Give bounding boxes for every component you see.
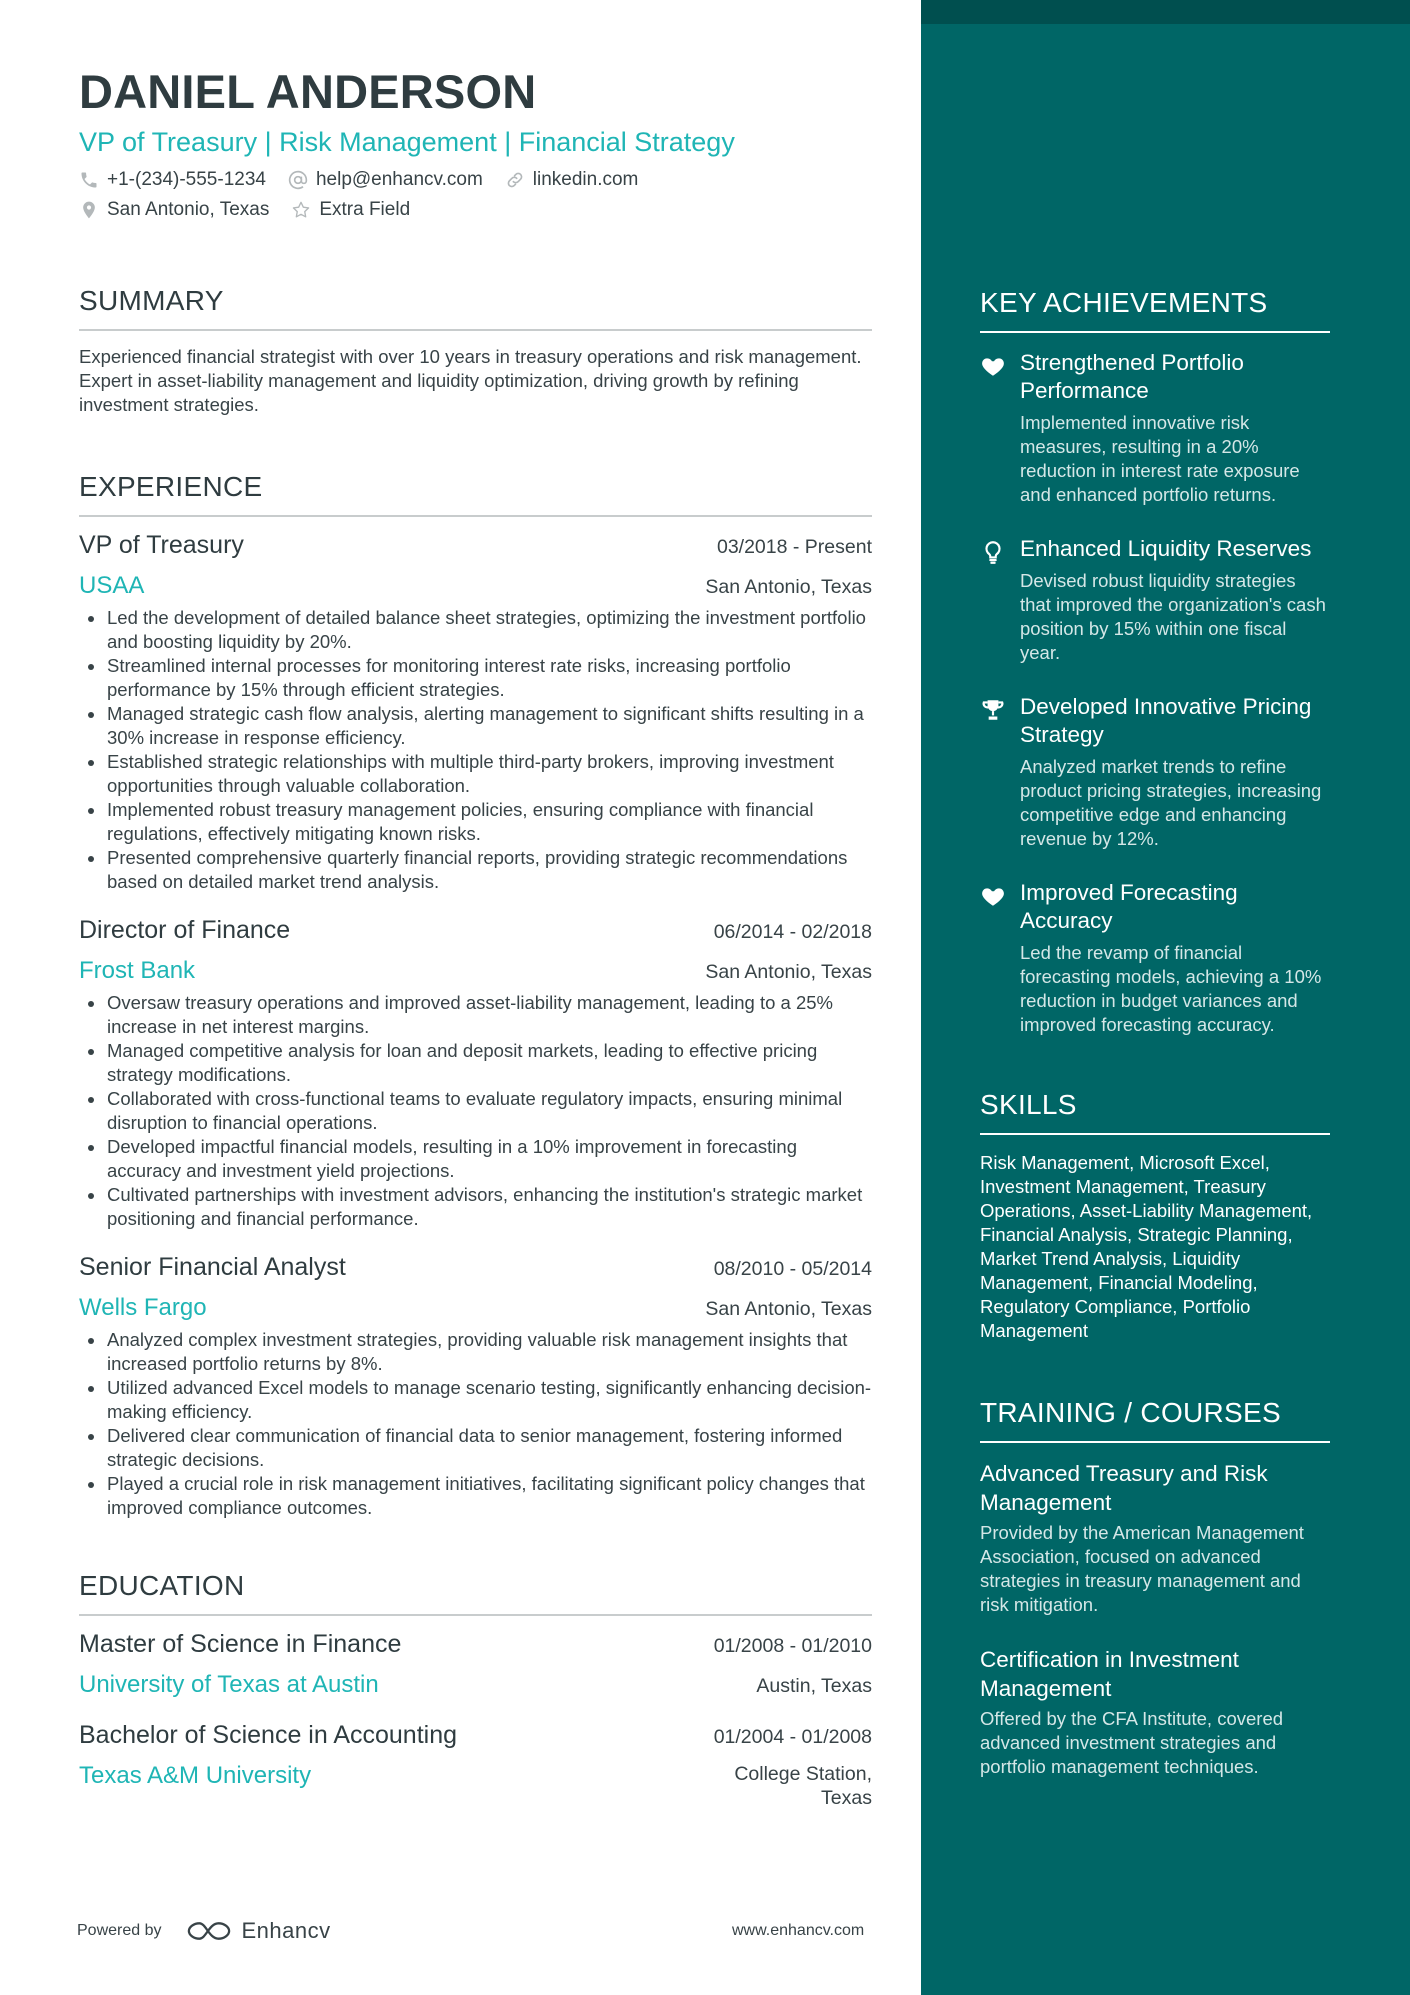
training-section bbox=[980, 1399, 1330, 1779]
job-title: Director of Finance bbox=[79, 916, 291, 945]
course-item bbox=[980, 1459, 1330, 1617]
contact-phone[interactable] bbox=[79, 169, 266, 191]
bullet-item: Established strategic relationships with multiple third-party brokers, improving investment opportunities through valuable collaboration. bbox=[79, 750, 872, 798]
email-text: help@enhancv.com bbox=[315, 169, 483, 191]
job-location: San Antonio, Texas bbox=[705, 576, 872, 599]
section-divider bbox=[980, 331, 1330, 333]
course-desc: Provided by the American Management Association, focused on advanced strategies in treasury management and risk mitigation. bbox=[980, 1522, 1304, 1615]
education-title: EDUCATION bbox=[79, 1570, 245, 1602]
bullet-item: Utilized advanced Excel models to manage scenario testing, significantly enhancing decision-making efficiency. bbox=[79, 1376, 872, 1424]
school-name: Texas A&M University bbox=[79, 1762, 312, 1790]
company-name: Frost Bank bbox=[79, 957, 196, 985]
company-name: Wells Fargo bbox=[79, 1294, 207, 1322]
candidate-headline: VP of Treasury | Risk Management | Financial Strategy bbox=[79, 127, 735, 157]
education-entry bbox=[79, 1721, 872, 1810]
achievement-item bbox=[980, 879, 1330, 1037]
main-column bbox=[79, 60, 872, 1810]
degree-title: Master of Science in Finance bbox=[79, 1630, 402, 1659]
heart-icon bbox=[980, 879, 1006, 1037]
contact-location bbox=[79, 199, 269, 221]
school-name: University of Texas at Austin bbox=[79, 1671, 379, 1699]
achievement-item bbox=[980, 349, 1330, 507]
section-divider bbox=[79, 515, 872, 517]
job-entry bbox=[79, 531, 872, 894]
job-bullets bbox=[79, 606, 872, 894]
summary-section bbox=[79, 287, 872, 417]
trophy-icon bbox=[980, 693, 1006, 851]
phone-icon bbox=[79, 170, 99, 190]
at-icon bbox=[288, 170, 308, 190]
sidebar-top-band bbox=[921, 0, 1410, 24]
candidate-name: DANIEL ANDERSON bbox=[79, 65, 537, 118]
job-dates: 03/2018 - Present bbox=[716, 536, 872, 559]
summary-text: Experienced financial strategist with over 10 years in treasury operations and risk management. Expert in asset-liability management and liquidity optimization, driving growth by refining investment strategies. bbox=[79, 346, 862, 416]
location-text: San Antonio, Texas bbox=[107, 199, 270, 221]
achievement-title: Enhanced Liquidity Reserves bbox=[1020, 536, 1312, 561]
skills-title: SKILLS bbox=[980, 1089, 1077, 1120]
phone-text: +1-(234)-555-1234 bbox=[107, 169, 266, 191]
bullet-item: Led the development of detailed balance sheet strategies, optimizing the investment portfolio and boosting liquidity by 20%. bbox=[79, 606, 872, 654]
job-location: San Antonio, Texas bbox=[705, 961, 872, 984]
brand-name: Enhancv bbox=[241, 1918, 331, 1943]
job-bullets bbox=[79, 1328, 872, 1520]
contact-email[interactable] bbox=[288, 169, 483, 191]
bullet-item: Presented comprehensive quarterly financial reports, providing strategic recommendations based on detailed market trend analysis. bbox=[79, 846, 872, 894]
bullet-item: Analyzed complex investment strategies, providing valuable risk management insights that increased portfolio returns by 8%. bbox=[79, 1328, 872, 1376]
link-icon bbox=[505, 170, 525, 190]
achievement-title: Improved Forecasting Accuracy bbox=[1020, 880, 1238, 933]
job-bullets bbox=[79, 991, 872, 1231]
bullet-item: Delivered clear communication of financial data to senior management, fostering informed strategic decisions. bbox=[79, 1424, 872, 1472]
education-entry bbox=[79, 1630, 872, 1699]
section-divider bbox=[980, 1441, 1330, 1443]
school-location-line2: Texas bbox=[821, 1787, 872, 1810]
education-dates: 01/2004 - 01/2008 bbox=[713, 1726, 872, 1749]
job-dates: 06/2014 - 02/2018 bbox=[713, 921, 872, 944]
course-desc: Offered by the CFA Institute, covered advanced investment strategies and portfolio management techniques. bbox=[980, 1708, 1284, 1777]
section-divider bbox=[79, 1614, 872, 1616]
achievement-title: Developed Innovative Pricing Strategy bbox=[1020, 694, 1312, 747]
job-location: San Antonio, Texas bbox=[705, 1298, 872, 1321]
heart-icon bbox=[980, 349, 1006, 507]
achievements-title: KEY ACHIEVEMENTS bbox=[980, 287, 1268, 318]
achievements-section bbox=[980, 289, 1330, 1037]
achievement-desc: Led the revamp of financial forecasting models, achieving a 10% reduction in budget variances and improved forecasting accuracy. bbox=[1020, 942, 1322, 1035]
star-icon bbox=[291, 200, 311, 220]
school-location-line1: College Station, bbox=[734, 1763, 872, 1786]
enhancv-logo-icon bbox=[186, 1919, 232, 1943]
course-title: Advanced Treasury and Risk Management bbox=[980, 1461, 1268, 1515]
education-section bbox=[79, 1572, 872, 1810]
extra-text: Extra Field bbox=[319, 199, 411, 221]
bullet-item: Implemented robust treasury management policies, ensuring compliance with financial regulations, effectively mitigating known risks. bbox=[79, 798, 872, 846]
footer-url[interactable]: www.enhancv.com bbox=[732, 1922, 865, 1939]
skills-section bbox=[980, 1091, 1330, 1343]
school-location: Austin, Texas bbox=[756, 1675, 872, 1698]
powered-by-label: Powered by bbox=[77, 1922, 162, 1939]
bullet-item: Streamlined internal processes for monitoring interest rate risks, increasing portfolio performance by 15% through efficient strategies. bbox=[79, 654, 872, 702]
degree-title: Bachelor of Science in Accounting bbox=[79, 1721, 458, 1750]
job-title: Senior Financial Analyst bbox=[79, 1253, 346, 1282]
sidebar-column bbox=[980, 289, 1330, 1779]
achievement-desc: Devised robust liquidity strategies that improved the organization's cash position by 15% within one fiscal year. bbox=[1020, 570, 1326, 663]
skills-text: Risk Management, Microsoft Excel, Investment Management, Treasury Operations, Asset-Liability Management, Financial Analysis, Strategic Planning, Market Trend Analysis, Liquidity Management, Financial Modeling, Regulatory Compliance, Portfolio Management bbox=[980, 1152, 1313, 1341]
education-dates: 01/2008 - 01/2010 bbox=[713, 1635, 872, 1658]
section-divider bbox=[79, 329, 872, 331]
lightbulb-icon bbox=[980, 535, 1006, 665]
bullet-item: Managed competitive analysis for loan and deposit markets, leading to effective pricing strategy modifications. bbox=[79, 1039, 872, 1087]
company-name: USAA bbox=[79, 572, 145, 600]
achievement-desc: Analyzed market trends to refine product pricing strategies, increasing competitive edge and enhancing revenue by 12%. bbox=[1020, 756, 1322, 849]
bullet-item: Oversaw treasury operations and improved asset-liability management, leading to a 25% increase in net interest margins. bbox=[79, 991, 872, 1039]
linkedin-text: linkedin.com bbox=[532, 169, 639, 191]
experience-section bbox=[79, 473, 872, 1520]
bullet-item: Managed strategic cash flow analysis, alerting management to significant shifts resulting in a 30% increase in response efficiency. bbox=[79, 702, 872, 750]
job-dates: 08/2010 - 05/2014 bbox=[713, 1258, 872, 1281]
achievement-item bbox=[980, 535, 1330, 665]
job-entry bbox=[79, 1253, 872, 1520]
bullet-item: Developed impactful financial models, resulting in a 10% improvement in forecasting accuracy and investment yield projections. bbox=[79, 1135, 872, 1183]
bullet-item: Cultivated partnerships with investment advisors, enhancing the institution's strategic market positioning and financial performance. bbox=[79, 1183, 872, 1231]
bullet-item: Collaborated with cross-functional teams to evaluate regulatory impacts, ensuring minimal disruption to financial operations. bbox=[79, 1087, 872, 1135]
summary-title: SUMMARY bbox=[79, 285, 224, 317]
experience-title: EXPERIENCE bbox=[79, 471, 263, 503]
achievement-title: Strengthened Portfolio Performance bbox=[1020, 350, 1244, 403]
location-pin-icon bbox=[79, 200, 99, 220]
contact-extra bbox=[291, 199, 410, 221]
achievement-item bbox=[980, 693, 1330, 851]
course-item bbox=[980, 1645, 1330, 1779]
contact-row-2 bbox=[79, 199, 872, 221]
section-divider bbox=[980, 1133, 1330, 1135]
course-title: Certification in Investment Management bbox=[980, 1647, 1239, 1701]
job-entry bbox=[79, 916, 872, 1231]
enhancv-logo[interactable] bbox=[186, 1918, 331, 1944]
school-location bbox=[734, 1762, 872, 1810]
training-title: TRAINING / COURSES bbox=[980, 1397, 1281, 1428]
job-title: VP of Treasury bbox=[79, 531, 244, 560]
footer-branding bbox=[77, 1918, 331, 1944]
achievement-desc: Implemented innovative risk measures, resulting in a 20% reduction in interest rate exposure and enhanced portfolio returns. bbox=[1020, 412, 1300, 505]
contact-row-1 bbox=[79, 169, 872, 191]
contact-linkedin[interactable] bbox=[505, 169, 639, 191]
bullet-item: Played a crucial role in risk management initiatives, facilitating significant policy changes that improved compliance outcomes. bbox=[79, 1472, 872, 1520]
